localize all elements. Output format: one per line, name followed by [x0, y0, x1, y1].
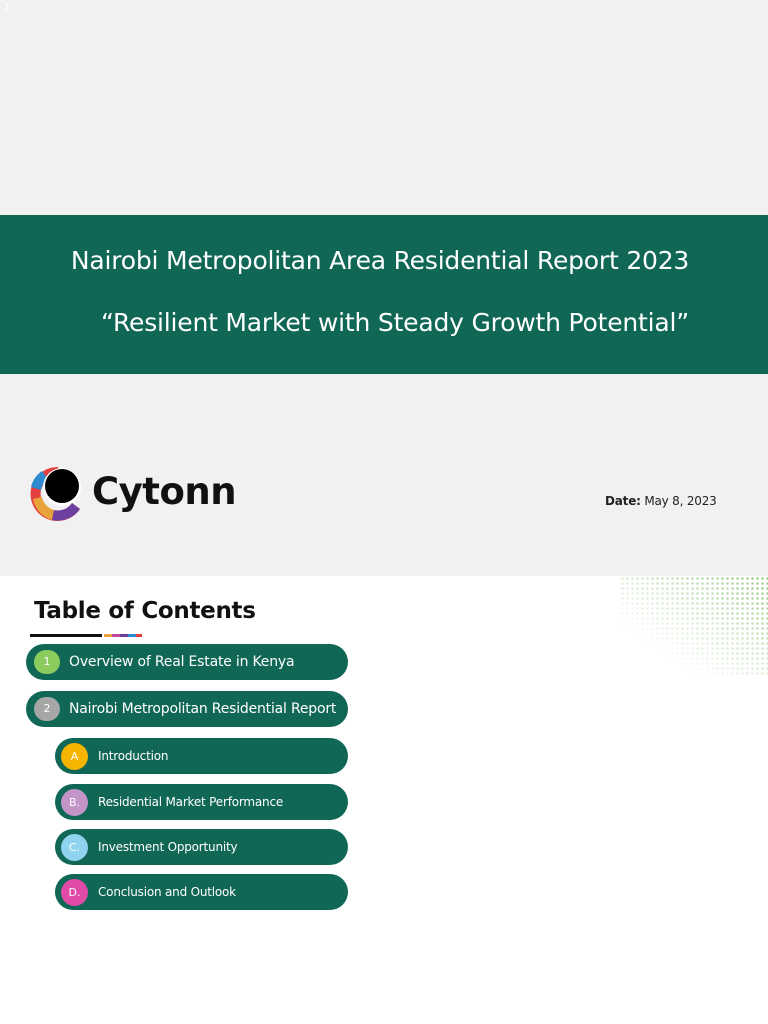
toc-item-badge: B.	[61, 789, 88, 816]
toc-item-label: Introduction	[98, 749, 169, 763]
slide-number: 1	[4, 2, 11, 13]
date-label: Date:	[605, 494, 641, 508]
toc-item-label: Residential Market Performance	[98, 795, 284, 809]
toc-title: Table of Contents	[34, 598, 256, 624]
cytonn-logo	[28, 463, 237, 525]
report-date	[605, 494, 717, 508]
toc-item[interactable]	[55, 829, 348, 865]
toc-item-badge: A	[61, 743, 88, 770]
toc-item-badge: 1	[34, 650, 60, 674]
dot-pattern-decoration	[620, 576, 768, 676]
toc-item[interactable]	[55, 784, 348, 820]
toc-item-label: Conclusion and Outlook	[98, 885, 236, 899]
toc-item-badge: C.	[61, 834, 88, 861]
toc-item[interactable]	[55, 738, 348, 774]
toc-item-badge: 2	[34, 697, 60, 721]
toc-item-label: Nairobi Metropolitan Residential Report	[69, 701, 337, 717]
toc-item-label: Overview of Real Estate in Kenya	[69, 654, 295, 670]
toc-item-label: Investment Opportunity	[98, 840, 238, 854]
toc-slide	[0, 576, 768, 1024]
toc-title-underline	[30, 634, 142, 637]
cytonn-logo-icon	[28, 463, 88, 525]
date-value: May 8, 2023	[644, 494, 717, 508]
title-banner	[0, 215, 768, 374]
toc-item[interactable]	[26, 691, 348, 727]
logo-wordmark: Cytonn	[92, 470, 237, 513]
report-subtitle: “Resilient Market with Steady Growth Potential”	[100, 308, 689, 337]
toc-item[interactable]	[55, 874, 348, 910]
toc-item-badge: D.	[61, 879, 88, 906]
toc-item[interactable]	[26, 644, 348, 680]
report-title: Nairobi Metropolitan Area Residential Report 2023	[70, 246, 690, 275]
